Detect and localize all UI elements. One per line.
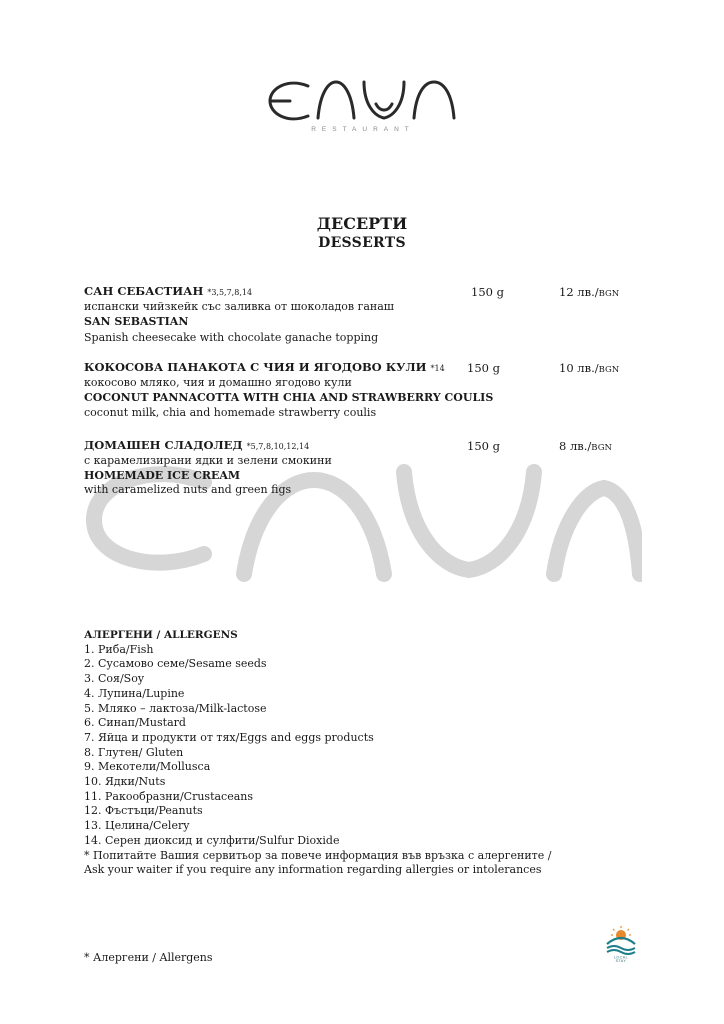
- menu-item-desc-en: coconut milk, chia and homemade strawberry coulis: [84, 406, 377, 419]
- allergen-item: 12. Фъстъци/Peanuts: [84, 804, 203, 818]
- menu-item-desc-bg: с карамелизирани ядки и зелени смокини: [84, 454, 332, 467]
- menu-item-name-en: SAN SEBASTIAN: [84, 315, 189, 328]
- allergen-item: 3. Соя/Soy: [84, 672, 145, 686]
- menu-item-price: 8 лв./BGN: [559, 439, 612, 453]
- menu-item-desc-en: Spanish cheesecake with chocolate ganache topping: [84, 331, 379, 344]
- menu-item-name-en: HOMEMADE ICE CREAM: [84, 469, 241, 482]
- allergen-item: 2. Сусамово семе/Sesame seeds: [84, 657, 267, 671]
- allergen-codes: *14: [430, 364, 445, 373]
- section-title-en: DESSERTS: [318, 235, 406, 251]
- menu-item-name-bg: САН СЕБАСТИАН *3,5,7,8,14: [84, 284, 253, 298]
- allergen-item: 7. Яйца и продукти от тях/Eggs and eggs products: [84, 730, 374, 744]
- allergen-codes: *3,5,7,8,14: [207, 288, 253, 297]
- allergen-note-bg: * Попитайте Вашия сервитьор за повече информация във връзка с алергените /: [84, 848, 552, 862]
- menu-item-desc-bg: кокосово мляко, чия и домашно ягодово кули: [84, 376, 352, 389]
- allergens-block: [84, 628, 551, 878]
- allergen-item: 9. Мекотели/Mollusca: [84, 760, 211, 774]
- menu-item-name-en: COCONUT PANNACOTTA WITH CHIA AND STRAWBERRY COULIS: [84, 391, 494, 404]
- logo-subtitle: RESTAURANT: [311, 126, 415, 133]
- allergen-item: 4. Лупина/Lupine: [84, 686, 185, 700]
- allergen-item: 10. Ядки/Nuts: [84, 775, 166, 789]
- menu-item-price: 10 лв./BGN: [559, 361, 620, 375]
- menu-item-desc-en: with caramelized nuts and green figs: [84, 483, 292, 496]
- menu-item-weight: 150 g: [467, 439, 500, 453]
- allergens-title: АЛЕРГЕНИ / ALLERGENS: [84, 629, 238, 641]
- menu-item-desc-bg: испански чийзкейк със заливка от шоколадов ганаш: [84, 300, 395, 313]
- footer-note: * Алергени / Allergens: [84, 951, 213, 964]
- allergen-item: 5. Мляко – лактоза/Milk-lactose: [84, 701, 267, 715]
- allergen-item: 6. Синап/Mustard: [84, 716, 186, 730]
- allergen-codes: *5,7,8,10,12,14: [246, 442, 310, 451]
- menu-item-name-bg: ДОМАШЕН СЛАДОЛЕД *5,7,8,10,12,14: [84, 438, 310, 452]
- allergen-item: 1. Риба/Fish: [84, 642, 154, 656]
- svg-text:STAY: STAY: [615, 958, 627, 962]
- section-title-bg: ДЕСЕРТИ: [316, 214, 408, 233]
- allergen-item: 11. Ракообразни/Crustaceans: [84, 789, 254, 803]
- allergen-note-en: Ask your waiter if you require any information regarding allergies or intolerances: [84, 863, 542, 877]
- menu-item-weight: 150 g: [471, 285, 504, 299]
- allergen-item: 8. Глутен/ Gluten: [84, 745, 184, 759]
- menu-item-price: 12 лв./BGN: [559, 285, 620, 299]
- menu-item-name-bg: КОКОСОВА ПАНАКОТА С ЧИЯ И ЯГОДОВО КУЛИ *14: [84, 360, 445, 374]
- allergen-item: 14. Серен диоксид и сулфити/Sulfur Dioxide: [84, 833, 340, 847]
- local-stay-badge-icon: [603, 924, 639, 962]
- allergen-item: 13. Целина/Celery: [84, 819, 190, 833]
- menu-item-weight: 150 g: [467, 361, 500, 375]
- svg-text:LOCAL: LOCAL: [613, 955, 629, 960]
